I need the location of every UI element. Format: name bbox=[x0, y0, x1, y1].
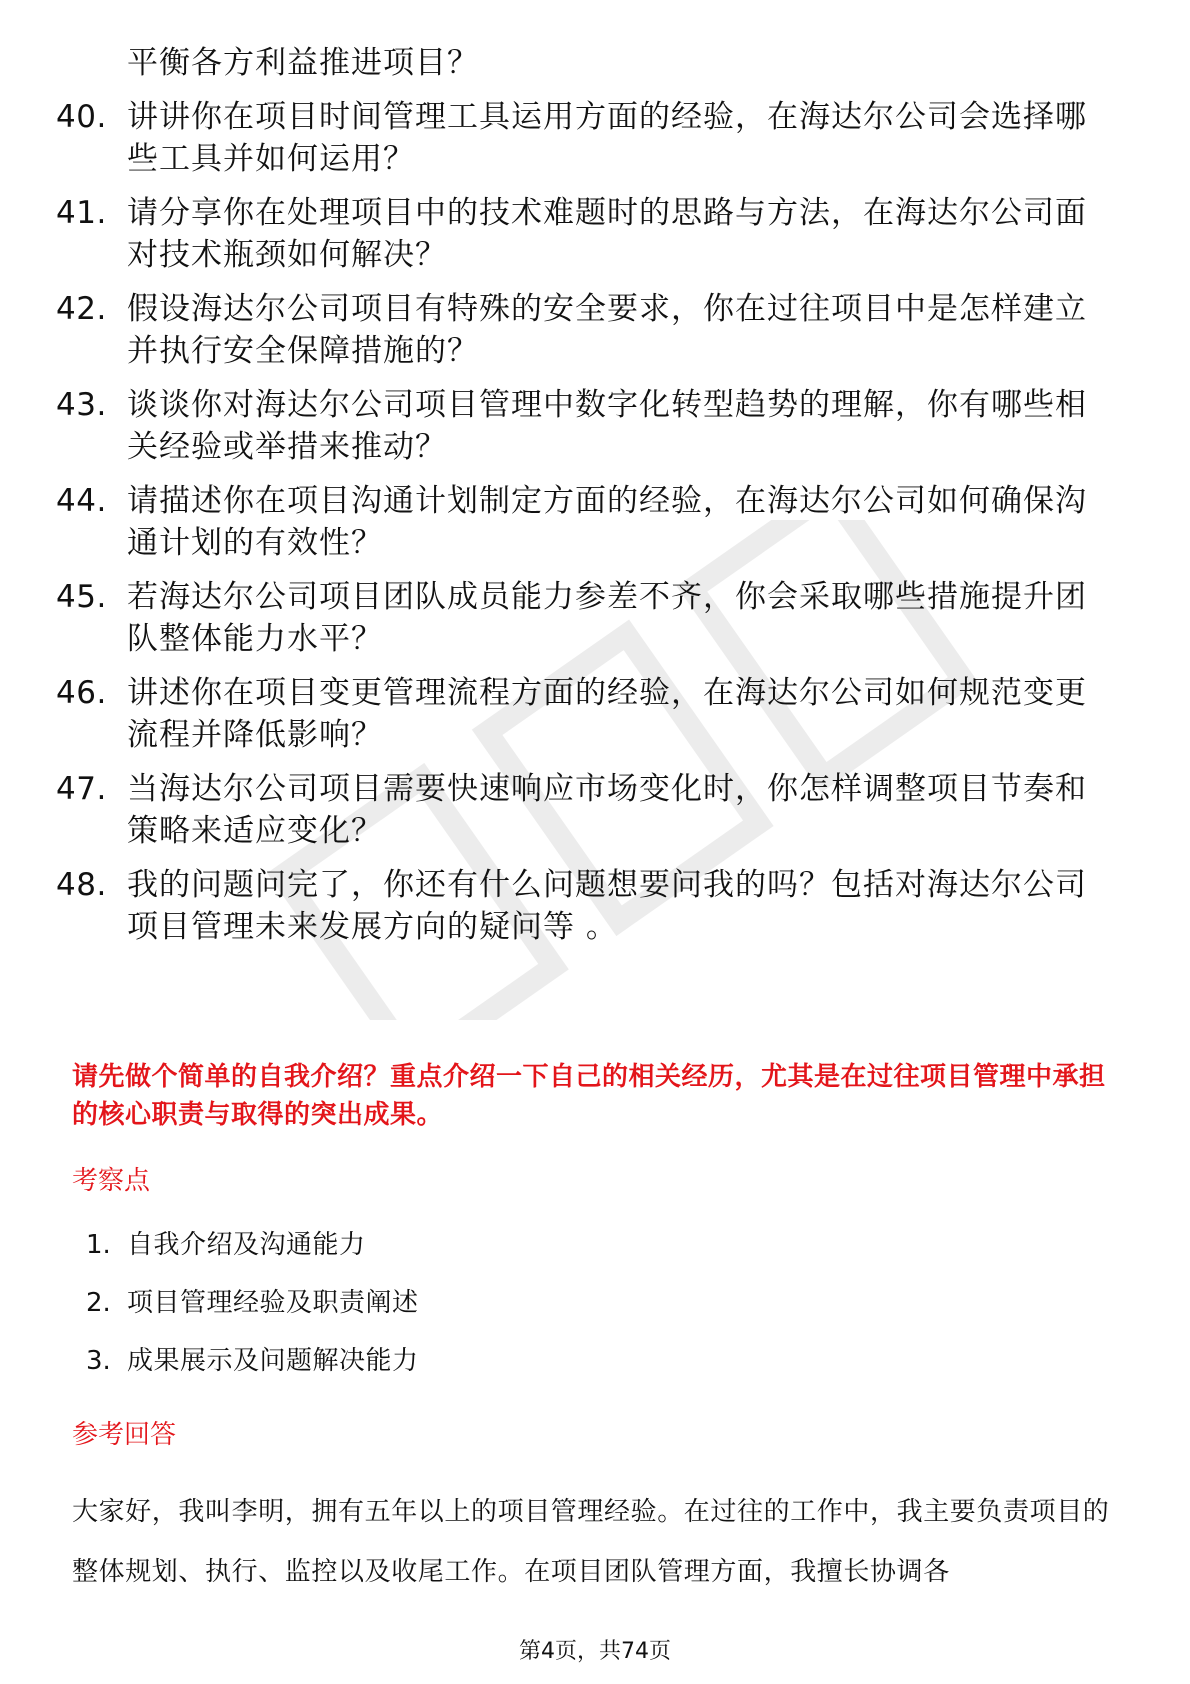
question-text: 请分享你在处理项目中的技术难题时的思路与方法，在海达尔公司面对技术瓶颈如何解决？ bbox=[127, 195, 1087, 273]
question-item bbox=[0, 768, 1190, 852]
question-text: 假设海达尔公司项目有特殊的安全要求，你在过往项目中是怎样建立并执行安全保障措施的？ bbox=[127, 291, 1087, 369]
question-number: 44. bbox=[56, 483, 107, 519]
question-item bbox=[0, 672, 1190, 756]
point-number: 1. bbox=[86, 1230, 111, 1260]
question-number: 41. bbox=[56, 195, 107, 231]
question-item bbox=[0, 384, 1190, 468]
reference-heading: 参考回答 bbox=[72, 1420, 177, 1450]
question-number: 47. bbox=[56, 771, 107, 807]
question-text: 讲讲你在项目时间管理工具运用方面的经验，在海达尔公司会选择哪些工具并如何运用？ bbox=[127, 99, 1087, 177]
question-number: 46. bbox=[56, 675, 107, 711]
question-item bbox=[0, 576, 1190, 660]
point-number: 2. bbox=[86, 1288, 111, 1318]
question-text: 请描述你在项目沟通计划制定方面的经验，在海达尔公司如何确保沟通计划的有效性？ bbox=[127, 483, 1087, 561]
question-text: 讲述你在项目变更管理流程方面的经验，在海达尔公司如何规范变更流程并降低影响？ bbox=[127, 675, 1087, 753]
assessment-point bbox=[0, 1286, 1190, 1344]
point-text: 自我介绍及沟通能力 bbox=[127, 1230, 366, 1260]
question-number: 43. bbox=[56, 387, 107, 423]
assessment-heading: 考察点 bbox=[72, 1166, 151, 1196]
question-number: 40. bbox=[56, 99, 107, 135]
assessment-point bbox=[0, 1344, 1190, 1402]
question-text: 我的问题问完了，你还有什么问题想要问我的吗？包括对海达尔公司项目管理未来发展方向的疑问等 。 bbox=[127, 867, 1087, 945]
page-number: 第4页，共74页 bbox=[519, 1639, 671, 1664]
question-number: 42. bbox=[56, 291, 107, 327]
question-text: 当海达尔公司项目需要快速响应市场变化时，你怎样调整项目节奏和策略来适应变化？ bbox=[127, 771, 1087, 849]
point-number: 3. bbox=[86, 1346, 111, 1376]
question-number: 48. bbox=[56, 867, 107, 903]
assessment-points bbox=[0, 1228, 1190, 1402]
question-number: 45. bbox=[56, 579, 107, 615]
point-text: 成果展示及问题解决能力 bbox=[127, 1346, 419, 1376]
question-text: 谈谈你对海达尔公司项目管理中数字化转型趋势的理解，你有哪些相关经验或举措来推动？ bbox=[127, 387, 1087, 465]
question-item bbox=[0, 192, 1190, 276]
reference-answer: 大家好，我叫李明，拥有五年以上的项目管理经验。在过往的工作中，我主要负责项目的整体规划、执行、监控以及收尾工作。在项目团队管理方面，我擅长协调各 bbox=[72, 1497, 1110, 1587]
question-text: 若海达尔公司项目团队成员能力参差不齐，你会采取哪些措施提升团队整体能力水平？ bbox=[127, 579, 1087, 657]
question-item bbox=[0, 480, 1190, 564]
assessment-point bbox=[0, 1228, 1190, 1286]
question-item bbox=[0, 864, 1190, 948]
question-item bbox=[0, 96, 1190, 180]
featured-question: 请先做个简单的自我介绍？重点介绍一下自己的相关经历，尤其是在过往项目管理中承担的核心职责与取得的突出成果。 bbox=[72, 1062, 1106, 1130]
question-item bbox=[0, 288, 1190, 372]
question-continuation: 平衡各方利益推进项目？ bbox=[127, 45, 479, 81]
question-list bbox=[0, 42, 1190, 960]
point-text: 项目管理经验及职责阐述 bbox=[127, 1288, 419, 1318]
